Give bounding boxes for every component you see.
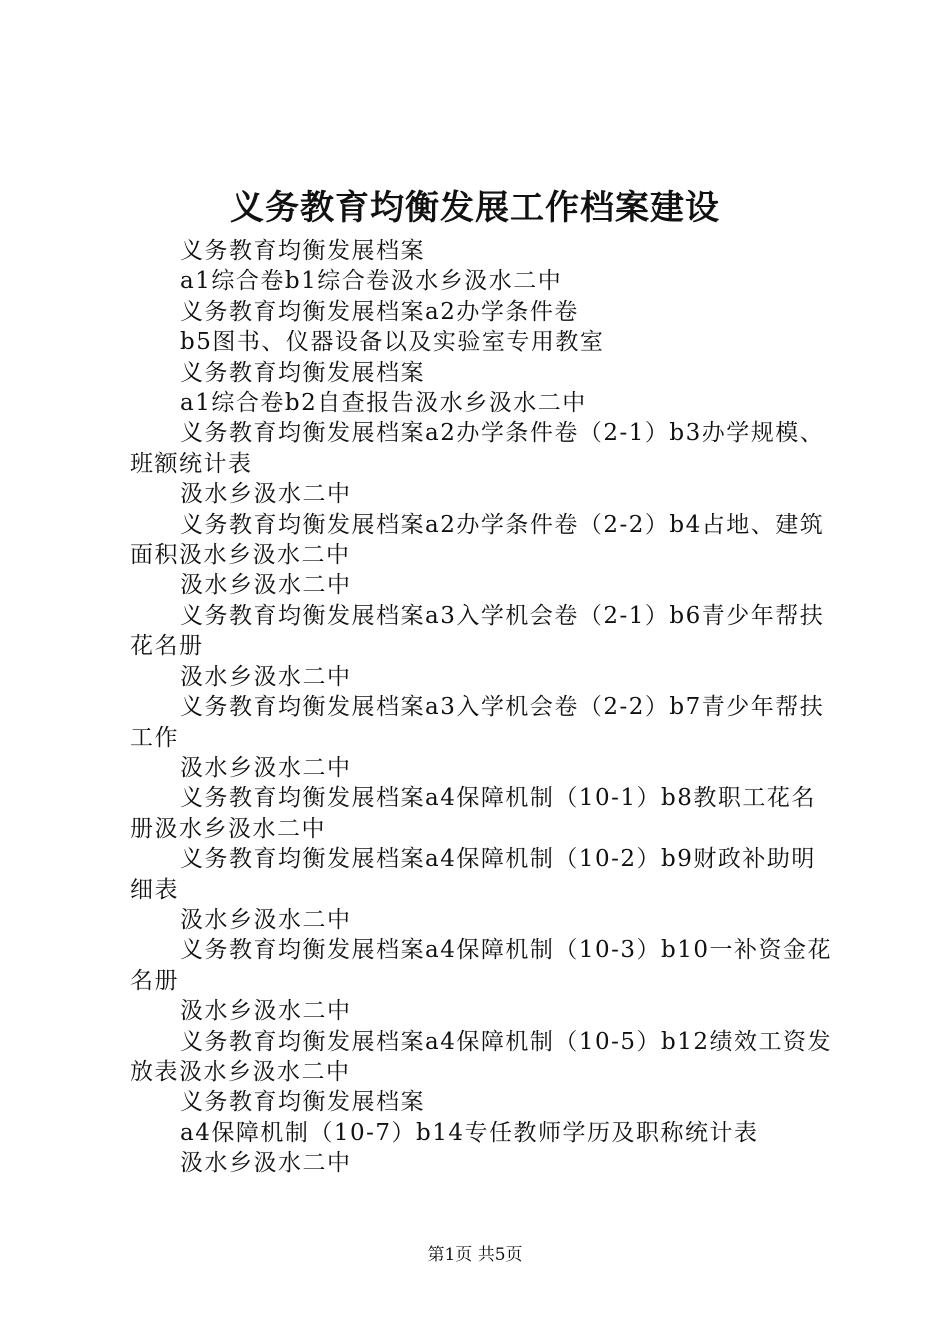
paragraph: 义务教育均衡发展档案a2办学条件卷（2-2）b4占地、建筑面积汲水乡汲水二中 [130, 511, 825, 569]
paragraph: a1综合卷b2自查报告汲水乡汲水二中 [180, 390, 587, 417]
paragraph: a4保障机制（10-7）b14专任教师学历及职称统计表 [180, 1119, 759, 1146]
paragraph: 义务教育均衡发展档案 [180, 359, 425, 386]
page-number-footer: 第1页 共5页 [427, 1245, 523, 1265]
paragraph: 汲水乡汲水二中 [180, 663, 352, 690]
paragraph: 汲水乡汲水二中 [180, 1150, 352, 1177]
paragraph: 汲水乡汲水二中 [180, 998, 352, 1025]
paragraph: 汲水乡汲水二中 [180, 906, 352, 933]
paragraph: 义务教育均衡发展档案a2办学条件卷（2-1）b3办学规模、班额统计表 [130, 420, 825, 477]
paragraph: 汲水乡汲水二中 [180, 481, 352, 508]
paragraph: 义务教育均衡发展档案 [180, 238, 425, 264]
paragraph: a1综合卷b1综合卷汲水乡汲水二中 [180, 268, 563, 295]
document-title: 义务教育均衡发展工作档案建设 [230, 188, 720, 228]
paragraph: 义务教育均衡发展档案 [180, 1089, 425, 1116]
document-body [130, 236, 840, 1179]
paragraph: 义务教育均衡发展档案a2办学条件卷 [180, 298, 579, 325]
paragraph: b5图书、仪器设备以及实验室专用教室 [180, 329, 605, 356]
paragraph: 义务教育均衡发展档案a4保障机制（10-1）b8教职工花名册汲水乡汲水二中 [130, 785, 816, 842]
paragraph: 义务教育均衡发展档案a3入学机会卷（2-1）b6青少年帮扶花名册 [130, 602, 825, 660]
paragraph: 义务教育均衡发展档案a3入学机会卷（2-2）b7青少年帮扶工作 [130, 694, 825, 751]
paragraph: 汲水乡汲水二中 [180, 572, 352, 599]
paragraph: 义务教育均衡发展档案a4保障机制（10-5）b12绩效工资发放表汲水乡汲水二中 [130, 1028, 833, 1085]
paragraph: 义务教育均衡发展档案a4保障机制（10-2）b9财政补助明细表 [130, 846, 816, 903]
paragraph: 义务教育均衡发展档案a4保障机制（10-3）b10一补资金花名册 [130, 937, 833, 994]
paragraph: 汲水乡汲水二中 [180, 754, 352, 781]
